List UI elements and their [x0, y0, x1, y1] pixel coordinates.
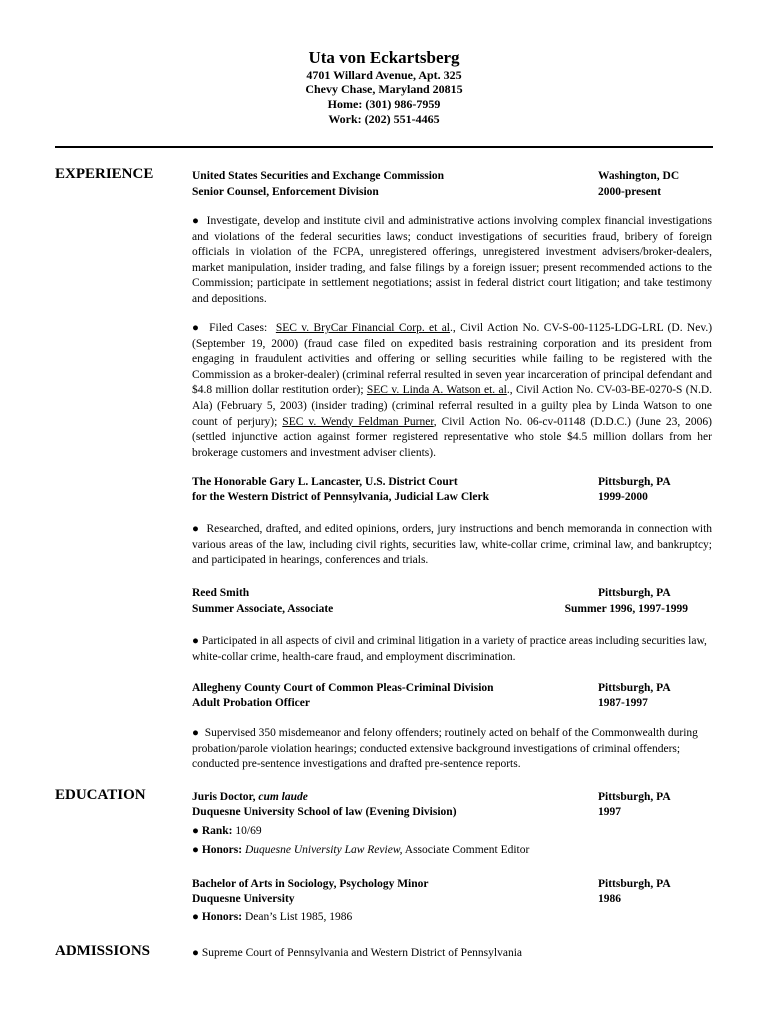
edu-jd-latin-honor: cum laude — [258, 791, 308, 803]
job-reed-dates: Summer 1996, 1997-1999 — [564, 603, 688, 615]
job-sec-dates: 2000-present — [598, 186, 662, 198]
edu-jd-honors — [192, 842, 529, 858]
case-brycar-detail: ., Civil Action No. CV-S-00-1125-LDG-LRL (D. Nev.) (September 19, 2000) (fraud case filed on expedited basis restraining corporation and its president from engaging in fraudulent activities and offering or selling securities while failing to be registered with the Commission as a broker-dealer) (criminal referral resulted in seven year incarceration of principal defendant and $4.8 million dollar restitution order); — [192, 322, 713, 397]
edu-ba-school: Duquesne University — [192, 893, 295, 905]
edu-ba-honors — [192, 909, 352, 925]
bullet-icon: ● — [192, 635, 199, 647]
job-reed-duties — [192, 634, 712, 665]
section-admissions: ADMISSIONS — [55, 943, 151, 959]
case-purner: SEC v. Wendy Feldman Purner — [282, 415, 434, 428]
case-brycar: SEC v. BryCar Financial Corp. et al — [275, 322, 451, 334]
admissions-item-text: Supreme Court of Pennsylvania and Western District of Pennsylvania — [201, 947, 522, 959]
job-court-duties — [192, 522, 712, 569]
case-watson-detail: ., Civil Action No. CV-03-BE-0270-S (N.D. Ala) (February 5, 2003) (insider trading) (criminal referral resulted in a guilty plea by Linda Watson to one count of perjury); — [192, 384, 712, 428]
edu-ba-degree: Bachelor of Arts in Sociology, Psychology Minor — [192, 878, 429, 890]
bullet-icon: ● — [192, 947, 199, 959]
job-sec-duties-text: Investigate, develop and institute civil and administrative actions involving complex financial investigations and violations of the federal securities laws; conduct investigations of securities fraud, bribery of foreign officials in violation of the FCPA, unregistered offerings, unregistered investment advisers/broker-dealers, market manipulation, insider trading, and false filings by a foreign issuer; present recommended actions to the Commission; participate in settlement negotiations; assist in federal district court litigation; and take testimony and depositions. — [192, 215, 713, 305]
edu-jd-rank-value: 10/69 — [235, 825, 262, 837]
job-allegheny-dates: 1987-1997 — [598, 697, 648, 709]
job-sec-org: United States Securities and Exchange Commission — [192, 170, 445, 182]
edu-jd-honors-label: Honors: — [201, 844, 243, 856]
bullet-icon: ● — [192, 215, 200, 227]
job-court-location: Pittsburgh, PA — [598, 476, 671, 488]
job-reed-duties-text: Participated in all aspects of civil and criminal litigation in a variety of practice areas including securities law, white-collar crime, health-care fraud, and employment discrimination. — [192, 635, 707, 663]
bullet-icon: ● — [192, 523, 200, 535]
section-experience: EXPERIENCE — [55, 166, 154, 182]
admissions-item — [192, 945, 522, 961]
bullet-icon: ● — [192, 322, 201, 334]
job-allegheny-duties-text: Supervised 350 misdemeanor and felony offenders; routinely acted on behalf of the Commonwealth during probation/parole violation hearings; conducted extensive background investigations of criminal offenders; conducted pre-sentence investigations and drafted pre-sentence reports. — [192, 727, 698, 771]
edu-jd-location: Pittsburgh, PA — [598, 791, 671, 803]
address-line-2: Chevy Chase, Maryland 20815 — [305, 82, 463, 96]
edu-ba-location: Pittsburgh, PA — [598, 878, 671, 890]
bullet-icon: ● — [192, 825, 199, 837]
job-court-duties-text: Researched, drafted, and edited opinions, orders, jury instructions and bench memoranda in connection with various areas of the law, including civil rights, securities law, white-collar crime, criminal law, and bankruptcy; and participated in hearings, conferences and trials. — [192, 523, 713, 567]
job-allegheny-org: Allegheny County Court of Common Pleas-Criminal Division — [192, 682, 494, 694]
job-sec-cases — [192, 321, 712, 461]
job-sec-duties — [192, 214, 712, 308]
home-phone: Home: (301) 986-7959 — [327, 97, 441, 111]
edu-jd-year: 1997 — [598, 806, 621, 818]
job-allegheny-location: Pittsburgh, PA — [598, 682, 671, 694]
job-court-org: The Honorable Gary L. Lancaster, U.S. District Court — [192, 476, 458, 488]
edu-jd-rank — [192, 823, 262, 839]
job-sec-title: Senior Counsel, Enforcement Division — [192, 186, 379, 198]
job-court-title: for the Western District of Pennsylvania, Judicial Law Clerk — [192, 491, 489, 503]
bullet-icon: ● — [192, 844, 199, 856]
job-allegheny-title: Adult Probation Officer — [192, 697, 310, 709]
bullet-icon: ● — [192, 727, 199, 739]
job-reed-org: Reed Smith — [192, 587, 250, 599]
job-sec-location: Washington, DC — [598, 170, 680, 182]
case-watson: SEC v. Linda A. Watson et. al — [366, 384, 507, 397]
work-phone: Work: (202) 551-4465 — [328, 112, 440, 126]
edu-jd-honors-role: Associate Comment Editor — [404, 844, 530, 856]
cases-label: Filed Cases: — [209, 322, 268, 334]
address-line-1: 4701 Willard Avenue, Apt. 325 — [306, 68, 462, 82]
job-court-dates: 1999-2000 — [598, 491, 648, 503]
job-reed-location: Pittsburgh, PA — [598, 587, 671, 599]
section-education: EDUCATION — [55, 787, 146, 803]
edu-jd-school: Duquesne University School of law (Evening Division) — [192, 806, 457, 818]
edu-ba-year: 1986 — [598, 893, 621, 905]
candidate-name: Uta von Eckartsberg — [308, 48, 460, 67]
job-allegheny-duties — [192, 726, 712, 773]
edu-jd-degree-name: Juris Doctor, — [192, 791, 256, 803]
bullet-icon: ● — [192, 911, 199, 923]
edu-jd-degree — [192, 789, 308, 805]
header-divider — [55, 146, 713, 148]
job-reed-title: Summer Associate, Associate — [192, 603, 334, 615]
edu-ba-honors-value: Dean’s List 1985, 1986 — [244, 911, 353, 923]
edu-jd-honors-journal: Duquesne University Law Review, — [244, 844, 403, 856]
case-purner-detail: , Civil Action No. 06-cv-01148 (D.D.C.) (June 23, 2006) (settled injunctive action against former registered representative who stole $4.5 million dollars from her brokerage customers and investment adviser clients). — [192, 415, 712, 459]
edu-ba-honors-label: Honors: — [201, 911, 243, 923]
edu-jd-rank-label: Rank: — [201, 825, 233, 837]
